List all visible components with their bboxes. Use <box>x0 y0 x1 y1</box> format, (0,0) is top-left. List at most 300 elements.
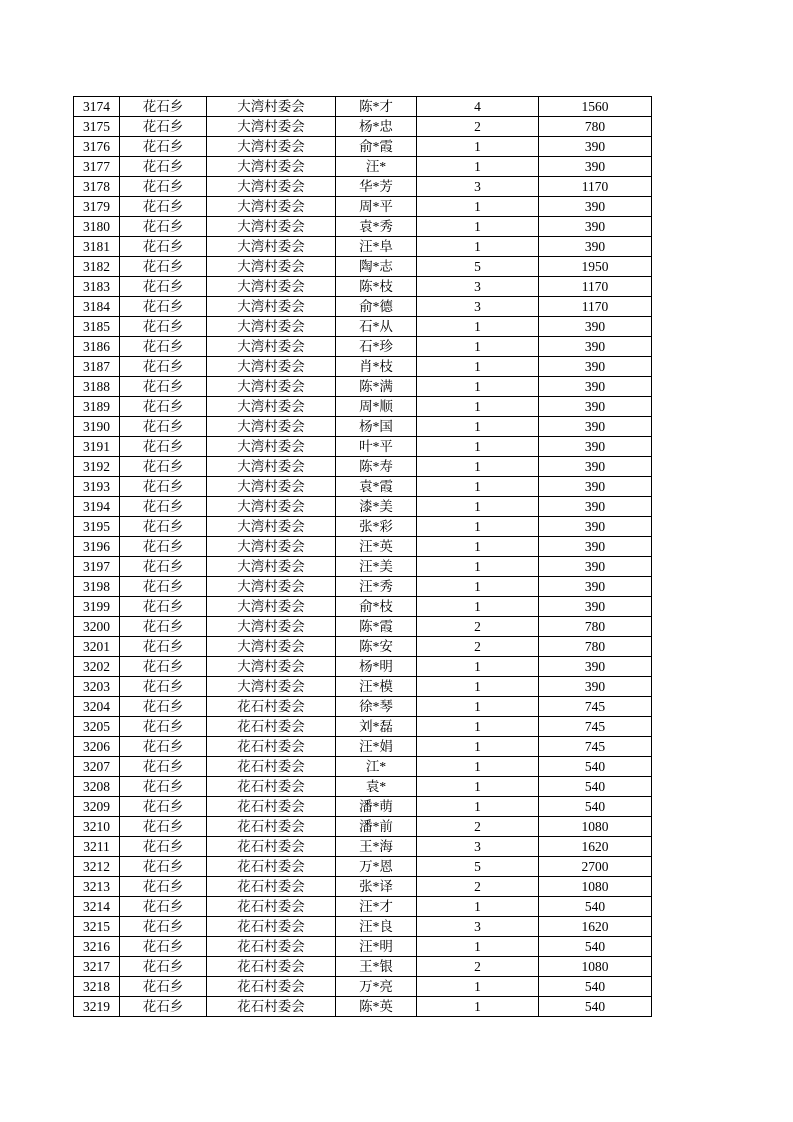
row-number-cell: 3204 <box>74 697 120 717</box>
row-number-cell: 3191 <box>74 437 120 457</box>
table-row <box>74 937 652 957</box>
village-committee-cell: 花石村委会 <box>207 777 336 797</box>
name-cell: 潘*前 <box>336 817 417 837</box>
name-cell: 袁*霞 <box>336 477 417 497</box>
people-count-cell: 1 <box>417 557 539 577</box>
table-row <box>74 857 652 877</box>
table-row <box>74 717 652 737</box>
table-row <box>74 257 652 277</box>
name-cell: 杨*国 <box>336 417 417 437</box>
amount-cell: 540 <box>539 977 652 997</box>
village-committee-cell: 大湾村委会 <box>207 517 336 537</box>
people-count-cell: 1 <box>417 237 539 257</box>
township-cell: 花石乡 <box>120 497 207 517</box>
village-committee-cell: 大湾村委会 <box>207 617 336 637</box>
township-cell: 花石乡 <box>120 537 207 557</box>
township-cell: 花石乡 <box>120 317 207 337</box>
village-committee-cell: 大湾村委会 <box>207 637 336 657</box>
township-cell: 花石乡 <box>120 237 207 257</box>
people-count-cell: 1 <box>417 477 539 497</box>
township-cell: 花石乡 <box>120 637 207 657</box>
people-count-cell: 1 <box>417 537 539 557</box>
village-committee-cell: 大湾村委会 <box>207 197 336 217</box>
table-row <box>74 197 652 217</box>
village-committee-cell: 大湾村委会 <box>207 137 336 157</box>
township-cell: 花石乡 <box>120 477 207 497</box>
township-cell: 花石乡 <box>120 797 207 817</box>
row-number-cell: 3193 <box>74 477 120 497</box>
amount-cell: 390 <box>539 477 652 497</box>
village-committee-cell: 大湾村委会 <box>207 577 336 597</box>
row-number-cell: 3198 <box>74 577 120 597</box>
table-row <box>74 757 652 777</box>
row-number-cell: 3179 <box>74 197 120 217</box>
village-committee-cell: 花石村委会 <box>207 837 336 857</box>
people-count-cell: 3 <box>417 277 539 297</box>
name-cell: 汪*模 <box>336 677 417 697</box>
village-committee-cell: 花石村委会 <box>207 937 336 957</box>
row-number-cell: 3200 <box>74 617 120 637</box>
township-cell: 花石乡 <box>120 897 207 917</box>
amount-cell: 1950 <box>539 257 652 277</box>
amount-cell: 745 <box>539 717 652 737</box>
people-count-cell: 1 <box>417 457 539 477</box>
row-number-cell: 3185 <box>74 317 120 337</box>
table-row <box>74 417 652 437</box>
name-cell: 张*译 <box>336 877 417 897</box>
township-cell: 花石乡 <box>120 777 207 797</box>
township-cell: 花石乡 <box>120 857 207 877</box>
name-cell: 周*顺 <box>336 397 417 417</box>
name-cell: 陈*寿 <box>336 457 417 477</box>
name-cell: 汪*才 <box>336 897 417 917</box>
village-committee-cell: 花石村委会 <box>207 997 336 1017</box>
people-count-cell: 1 <box>417 397 539 417</box>
township-cell: 花石乡 <box>120 737 207 757</box>
name-cell: 万*亮 <box>336 977 417 997</box>
row-number-cell: 3189 <box>74 397 120 417</box>
village-committee-cell: 大湾村委会 <box>207 217 336 237</box>
village-committee-cell: 大湾村委会 <box>207 557 336 577</box>
people-count-cell: 1 <box>417 937 539 957</box>
table-row <box>74 137 652 157</box>
name-cell: 陈*安 <box>336 637 417 657</box>
table-row <box>74 797 652 817</box>
row-number-cell: 3207 <box>74 757 120 777</box>
row-number-cell: 3210 <box>74 817 120 837</box>
people-count-cell: 1 <box>417 977 539 997</box>
people-count-cell: 3 <box>417 297 539 317</box>
name-cell: 叶*平 <box>336 437 417 457</box>
name-cell: 陶*志 <box>336 257 417 277</box>
row-number-cell: 3181 <box>74 237 120 257</box>
table-row <box>74 477 652 497</box>
name-cell: 江* <box>336 757 417 777</box>
table-row <box>74 837 652 857</box>
amount-cell: 1620 <box>539 837 652 857</box>
village-committee-cell: 大湾村委会 <box>207 97 336 117</box>
township-cell: 花石乡 <box>120 697 207 717</box>
name-cell: 华*芳 <box>336 177 417 197</box>
township-cell: 花石乡 <box>120 177 207 197</box>
township-cell: 花石乡 <box>120 457 207 477</box>
village-committee-cell: 大湾村委会 <box>207 457 336 477</box>
people-count-cell: 1 <box>417 517 539 537</box>
amount-cell: 390 <box>539 457 652 477</box>
village-committee-cell: 花石村委会 <box>207 957 336 977</box>
people-count-cell: 1 <box>417 377 539 397</box>
people-count-cell: 2 <box>417 617 539 637</box>
village-committee-cell: 花石村委会 <box>207 757 336 777</box>
amount-cell: 390 <box>539 397 652 417</box>
village-committee-cell: 大湾村委会 <box>207 417 336 437</box>
amount-cell: 780 <box>539 117 652 137</box>
row-number-cell: 3194 <box>74 497 120 517</box>
table-row <box>74 897 652 917</box>
village-committee-cell: 大湾村委会 <box>207 317 336 337</box>
row-number-cell: 3206 <box>74 737 120 757</box>
township-cell: 花石乡 <box>120 377 207 397</box>
township-cell: 花石乡 <box>120 657 207 677</box>
row-number-cell: 3213 <box>74 877 120 897</box>
table-row <box>74 657 652 677</box>
village-committee-cell: 大湾村委会 <box>207 377 336 397</box>
name-cell: 张*彩 <box>336 517 417 537</box>
village-committee-cell: 大湾村委会 <box>207 657 336 677</box>
village-committee-cell: 大湾村委会 <box>207 537 336 557</box>
township-cell: 花石乡 <box>120 257 207 277</box>
people-count-cell: 2 <box>417 637 539 657</box>
people-count-cell: 2 <box>417 817 539 837</box>
amount-cell: 780 <box>539 637 652 657</box>
name-cell: 汪*秀 <box>336 577 417 597</box>
row-number-cell: 3218 <box>74 977 120 997</box>
village-committee-cell: 大湾村委会 <box>207 237 336 257</box>
name-cell: 汪*英 <box>336 537 417 557</box>
table-row <box>74 357 652 377</box>
township-cell: 花石乡 <box>120 217 207 237</box>
table-row <box>74 277 652 297</box>
table-row <box>74 377 652 397</box>
township-cell: 花石乡 <box>120 417 207 437</box>
table-row <box>74 157 652 177</box>
table-row <box>74 237 652 257</box>
amount-cell: 390 <box>539 657 652 677</box>
amount-cell: 780 <box>539 617 652 637</box>
row-number-cell: 3199 <box>74 597 120 617</box>
name-cell: 汪*美 <box>336 557 417 577</box>
township-cell: 花石乡 <box>120 757 207 777</box>
township-cell: 花石乡 <box>120 877 207 897</box>
row-number-cell: 3195 <box>74 517 120 537</box>
people-count-cell: 1 <box>417 997 539 1017</box>
name-cell: 漆*美 <box>336 497 417 517</box>
name-cell: 陈*英 <box>336 997 417 1017</box>
village-committee-cell: 大湾村委会 <box>207 497 336 517</box>
table-row <box>74 297 652 317</box>
table-row <box>74 977 652 997</box>
table-row <box>74 537 652 557</box>
people-count-cell: 5 <box>417 857 539 877</box>
amount-cell: 390 <box>539 577 652 597</box>
name-cell: 周*平 <box>336 197 417 217</box>
township-cell: 花石乡 <box>120 577 207 597</box>
row-number-cell: 3212 <box>74 857 120 877</box>
data-table <box>73 96 652 1017</box>
row-number-cell: 3205 <box>74 717 120 737</box>
row-number-cell: 3187 <box>74 357 120 377</box>
village-committee-cell: 花石村委会 <box>207 717 336 737</box>
name-cell: 王*海 <box>336 837 417 857</box>
people-count-cell: 1 <box>417 777 539 797</box>
table-row <box>74 817 652 837</box>
row-number-cell: 3209 <box>74 797 120 817</box>
township-cell: 花石乡 <box>120 597 207 617</box>
people-count-cell: 1 <box>417 437 539 457</box>
name-cell: 陈*霞 <box>336 617 417 637</box>
table-row <box>74 617 652 637</box>
village-committee-cell: 花石村委会 <box>207 797 336 817</box>
township-cell: 花石乡 <box>120 677 207 697</box>
amount-cell: 1620 <box>539 917 652 937</box>
name-cell: 万*恩 <box>336 857 417 877</box>
township-cell: 花石乡 <box>120 997 207 1017</box>
table-row <box>74 737 652 757</box>
people-count-cell: 1 <box>417 597 539 617</box>
table-row <box>74 877 652 897</box>
table-row <box>74 637 652 657</box>
amount-cell: 390 <box>539 517 652 537</box>
name-cell: 杨*明 <box>336 657 417 677</box>
people-count-cell: 1 <box>417 757 539 777</box>
village-committee-cell: 花石村委会 <box>207 877 336 897</box>
row-number-cell: 3174 <box>74 97 120 117</box>
table-row <box>74 437 652 457</box>
name-cell: 杨*忠 <box>336 117 417 137</box>
township-cell: 花石乡 <box>120 117 207 137</box>
township-cell: 花石乡 <box>120 137 207 157</box>
name-cell: 潘*萌 <box>336 797 417 817</box>
amount-cell: 390 <box>539 217 652 237</box>
row-number-cell: 3178 <box>74 177 120 197</box>
table-row <box>74 997 652 1017</box>
amount-cell: 390 <box>539 557 652 577</box>
amount-cell: 390 <box>539 197 652 217</box>
village-committee-cell: 花石村委会 <box>207 897 336 917</box>
amount-cell: 390 <box>539 357 652 377</box>
name-cell: 汪*阜 <box>336 237 417 257</box>
table-row <box>74 497 652 517</box>
name-cell: 肖*枝 <box>336 357 417 377</box>
name-cell: 汪*明 <box>336 937 417 957</box>
row-number-cell: 3217 <box>74 957 120 977</box>
table-row <box>74 97 652 117</box>
table-row <box>74 957 652 977</box>
row-number-cell: 3201 <box>74 637 120 657</box>
people-count-cell: 1 <box>417 717 539 737</box>
village-committee-cell: 大湾村委会 <box>207 117 336 137</box>
amount-cell: 540 <box>539 777 652 797</box>
people-count-cell: 1 <box>417 677 539 697</box>
amount-cell: 540 <box>539 757 652 777</box>
table-row <box>74 337 652 357</box>
township-cell: 花石乡 <box>120 917 207 937</box>
amount-cell: 390 <box>539 237 652 257</box>
village-committee-cell: 大湾村委会 <box>207 357 336 377</box>
amount-cell: 390 <box>539 497 652 517</box>
name-cell: 陈*满 <box>336 377 417 397</box>
amount-cell: 540 <box>539 937 652 957</box>
table-row <box>74 317 652 337</box>
row-number-cell: 3192 <box>74 457 120 477</box>
amount-cell: 390 <box>539 597 652 617</box>
amount-cell: 1080 <box>539 817 652 837</box>
name-cell: 俞*德 <box>336 297 417 317</box>
table-row <box>74 117 652 137</box>
amount-cell: 390 <box>539 317 652 337</box>
village-committee-cell: 大湾村委会 <box>207 177 336 197</box>
amount-cell: 390 <box>539 157 652 177</box>
township-cell: 花石乡 <box>120 337 207 357</box>
village-committee-cell: 花石村委会 <box>207 737 336 757</box>
people-count-cell: 1 <box>417 737 539 757</box>
township-cell: 花石乡 <box>120 957 207 977</box>
amount-cell: 540 <box>539 997 652 1017</box>
village-committee-cell: 大湾村委会 <box>207 477 336 497</box>
township-cell: 花石乡 <box>120 437 207 457</box>
table-row <box>74 517 652 537</box>
township-cell: 花石乡 <box>120 717 207 737</box>
township-cell: 花石乡 <box>120 397 207 417</box>
village-committee-cell: 大湾村委会 <box>207 437 336 457</box>
village-committee-cell: 花石村委会 <box>207 977 336 997</box>
village-committee-cell: 大湾村委会 <box>207 597 336 617</box>
row-number-cell: 3176 <box>74 137 120 157</box>
township-cell: 花石乡 <box>120 977 207 997</box>
row-number-cell: 3184 <box>74 297 120 317</box>
name-cell: 俞*枝 <box>336 597 417 617</box>
people-count-cell: 1 <box>417 417 539 437</box>
table-row <box>74 697 652 717</box>
name-cell: 陈*枝 <box>336 277 417 297</box>
people-count-cell: 2 <box>417 117 539 137</box>
people-count-cell: 5 <box>417 257 539 277</box>
people-count-cell: 2 <box>417 957 539 977</box>
township-cell: 花石乡 <box>120 197 207 217</box>
people-count-cell: 1 <box>417 697 539 717</box>
name-cell: 刘*磊 <box>336 717 417 737</box>
table-row <box>74 177 652 197</box>
village-committee-cell: 花石村委会 <box>207 917 336 937</box>
table-row <box>74 677 652 697</box>
people-count-cell: 1 <box>417 657 539 677</box>
table-row <box>74 557 652 577</box>
village-committee-cell: 大湾村委会 <box>207 157 336 177</box>
amount-cell: 1080 <box>539 957 652 977</box>
township-cell: 花石乡 <box>120 357 207 377</box>
name-cell: 汪*良 <box>336 917 417 937</box>
township-cell: 花石乡 <box>120 297 207 317</box>
township-cell: 花石乡 <box>120 817 207 837</box>
people-count-cell: 1 <box>417 317 539 337</box>
township-cell: 花石乡 <box>120 517 207 537</box>
township-cell: 花石乡 <box>120 617 207 637</box>
table-row <box>74 777 652 797</box>
people-count-cell: 3 <box>417 837 539 857</box>
village-committee-cell: 大湾村委会 <box>207 257 336 277</box>
people-count-cell: 1 <box>417 797 539 817</box>
table-row <box>74 597 652 617</box>
row-number-cell: 3188 <box>74 377 120 397</box>
table-row <box>74 397 652 417</box>
row-number-cell: 3202 <box>74 657 120 677</box>
people-count-cell: 3 <box>417 917 539 937</box>
name-cell: 王*银 <box>336 957 417 977</box>
amount-cell: 390 <box>539 377 652 397</box>
township-cell: 花石乡 <box>120 937 207 957</box>
people-count-cell: 1 <box>417 497 539 517</box>
amount-cell: 745 <box>539 737 652 757</box>
people-count-cell: 1 <box>417 197 539 217</box>
row-number-cell: 3196 <box>74 537 120 557</box>
row-number-cell: 3197 <box>74 557 120 577</box>
name-cell: 石*珍 <box>336 337 417 357</box>
row-number-cell: 3214 <box>74 897 120 917</box>
amount-cell: 390 <box>539 337 652 357</box>
table-row <box>74 917 652 937</box>
village-committee-cell: 花石村委会 <box>207 817 336 837</box>
name-cell: 俞*霞 <box>336 137 417 157</box>
village-committee-cell: 大湾村委会 <box>207 297 336 317</box>
row-number-cell: 3203 <box>74 677 120 697</box>
row-number-cell: 3186 <box>74 337 120 357</box>
people-count-cell: 1 <box>417 357 539 377</box>
amount-cell: 540 <box>539 797 652 817</box>
row-number-cell: 3182 <box>74 257 120 277</box>
people-count-cell: 3 <box>417 177 539 197</box>
table-row <box>74 577 652 597</box>
row-number-cell: 3208 <box>74 777 120 797</box>
village-committee-cell: 大湾村委会 <box>207 277 336 297</box>
amount-cell: 745 <box>539 697 652 717</box>
people-count-cell: 2 <box>417 877 539 897</box>
amount-cell: 540 <box>539 897 652 917</box>
row-number-cell: 3190 <box>74 417 120 437</box>
people-count-cell: 1 <box>417 217 539 237</box>
amount-cell: 390 <box>539 137 652 157</box>
people-count-cell: 1 <box>417 157 539 177</box>
row-number-cell: 3215 <box>74 917 120 937</box>
township-cell: 花石乡 <box>120 157 207 177</box>
row-number-cell: 3175 <box>74 117 120 137</box>
amount-cell: 1080 <box>539 877 652 897</box>
name-cell: 袁*秀 <box>336 217 417 237</box>
amount-cell: 390 <box>539 437 652 457</box>
name-cell: 徐*琴 <box>336 697 417 717</box>
people-count-cell: 1 <box>417 337 539 357</box>
row-number-cell: 3211 <box>74 837 120 857</box>
name-cell: 袁* <box>336 777 417 797</box>
people-count-cell: 4 <box>417 97 539 117</box>
row-number-cell: 3177 <box>74 157 120 177</box>
village-committee-cell: 大湾村委会 <box>207 337 336 357</box>
township-cell: 花石乡 <box>120 277 207 297</box>
name-cell: 汪*娟 <box>336 737 417 757</box>
name-cell: 石*从 <box>336 317 417 337</box>
amount-cell: 1170 <box>539 297 652 317</box>
township-cell: 花石乡 <box>120 557 207 577</box>
people-count-cell: 1 <box>417 137 539 157</box>
